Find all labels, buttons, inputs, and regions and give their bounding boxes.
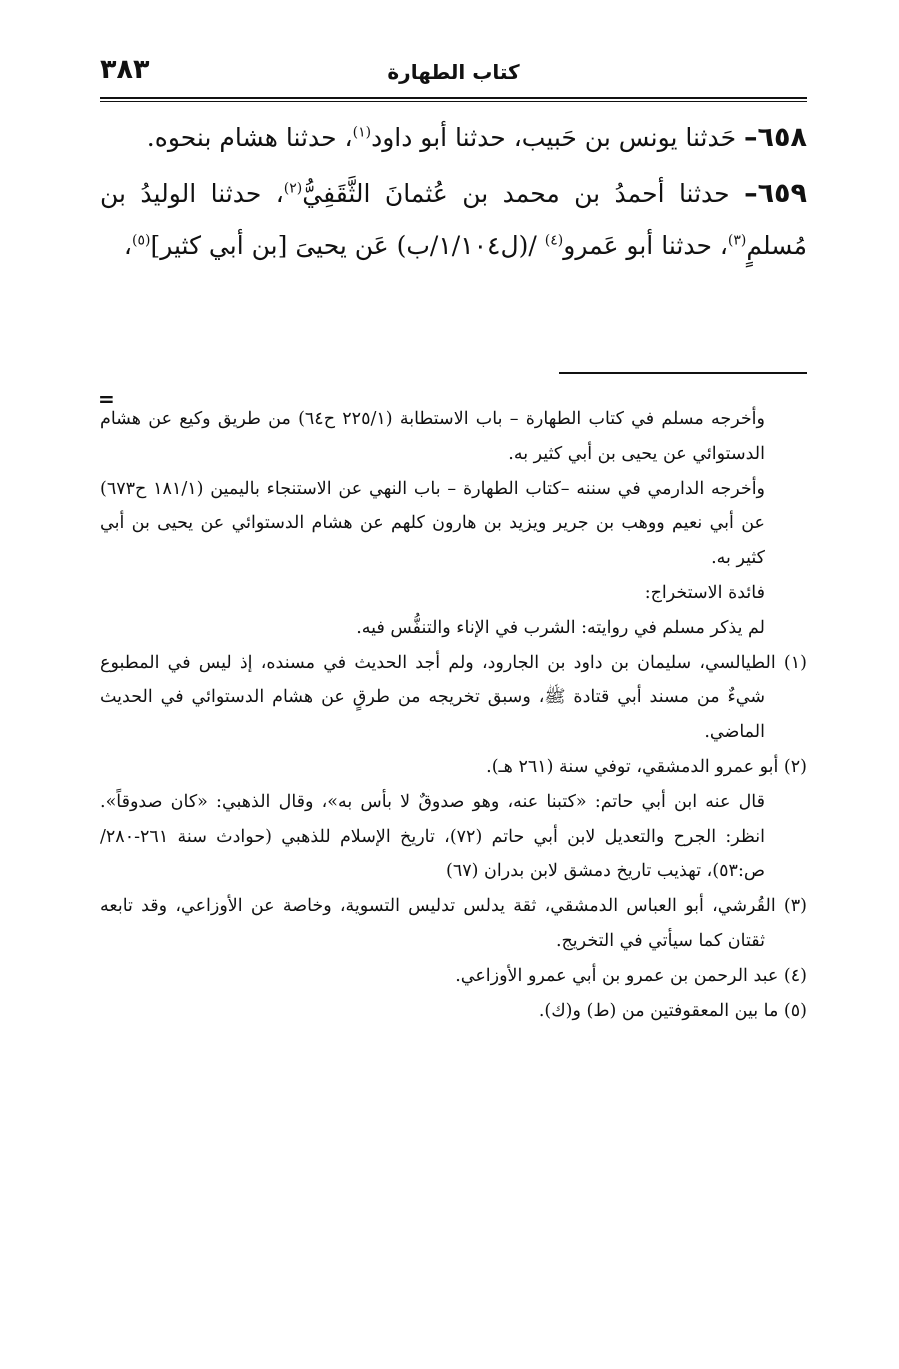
footnote-separator <box>559 372 807 374</box>
main-text <box>100 112 807 276</box>
hadith-number: ٦٥٨– <box>744 122 807 153</box>
footnote-3: (٣) القُرشي، أبو العباس الدمشقي، ثقة يدلس تدليس التسوية، وخاصة عن الأوزاعي، وقد تابعه ثقتان كما سيأتي في التخريج. <box>100 896 807 951</box>
hadith-text: ، حدثنا هشام بنحوه. <box>146 123 353 152</box>
hadith-text: ، حدثنا أبو عَمرو <box>563 231 728 260</box>
header-rule <box>100 97 807 102</box>
hadith-text: /(ل١/١٠٤/ب) عَن يحيىَ [بن أبي كثير] <box>150 231 545 260</box>
hadith-text: حدثنا أحمدُ بن محمد بن عُثمانَ الثَّقَفِيُّ <box>302 179 745 208</box>
footnote-ref: (٤) <box>544 232 564 249</box>
continuation-mark: = <box>98 387 115 411</box>
footnote-2: (٢) أبو عمرو الدمشقي، توفي سنة (٢٦١ هـ). <box>486 756 807 777</box>
benefit-title: فائدة الاستخراج: <box>644 582 765 603</box>
footnote-1: (١) الطيالسي، سليمان بن داود بن الجارود، ولم أجد الحديث في مسنده، إذ ليس في المطبوع شيءٌ من مسند أبي قتادة ﷺ، وسبق تخريجه من طرقٍ عن هشام الدستوائي في الحديث الماضي. <box>100 652 807 743</box>
hadith-text: ، <box>123 231 132 260</box>
hadith-text: ، حدثنا الوليدُ بن مُسلمٍ <box>100 179 807 260</box>
footnote-ref: (٥) <box>131 232 151 249</box>
benefit-text: لم يذكر مسلم في روايته: الشرب في الإناء والتنفُّس فيه. <box>356 617 765 638</box>
footnotes-section <box>100 402 807 1028</box>
hadith-text: حَدثنا يونس بن حَبيب، حدثنا أبو داود <box>371 123 745 152</box>
footnote-continuation: وأخرجه مسلم في كتاب الطهارة – باب الاستطابة (٢٢٥/١ ح٦٤) من طريق وكيع عن هشام الدستوائي عن يحيى بن أبي كثير به. <box>100 409 765 464</box>
footnote-5: (٥) ما بين المعقوفتين من (ط) و(ك). <box>538 1000 807 1021</box>
page-number: ٣٨٣ <box>100 54 150 85</box>
page-header <box>100 52 807 96</box>
footnote-2-continuation: قال عنه ابن أبي حاتم: «كتبنا عنه، وهو صدوقٌ لا بأس به»، وقال الذهبي: «كان صدوقاً». انظر: الجرح والتعديل لابن أبي حاتم (٧٢)، تاريخ الإسلام للذهبي (حوادث سنة ٢٦١-٢٨٠/ص:٥٣)، تهذيب تاريخ دمشق لابن بدران (٦٧) <box>100 791 765 882</box>
hadith-number: ٦٥٩– <box>744 178 808 209</box>
running-title: كتاب الطهارة <box>387 60 520 84</box>
footnote-ref: (١) <box>352 124 372 141</box>
footnote-ref: (٣) <box>727 232 747 249</box>
footnote-continuation: وأخرجه الدارمي في سننه –كتاب الطهارة – باب النهي عن الاستنجاء باليمين (١٨١/١ ح٦٧٣) عن أبي نعيم ووهب بن جرير ويزيد بن هارون كلهم عن هشام الدستوائي عن يحيى بن أبي كثير به. <box>100 478 766 569</box>
footnote-ref: (٢) <box>283 180 303 197</box>
hadith-659 <box>100 168 807 272</box>
hadith-658 <box>100 112 807 164</box>
footnote-4: (٤) عبد الرحمن بن عمرو بن أبي عمرو الأوزاعي. <box>455 965 807 986</box>
